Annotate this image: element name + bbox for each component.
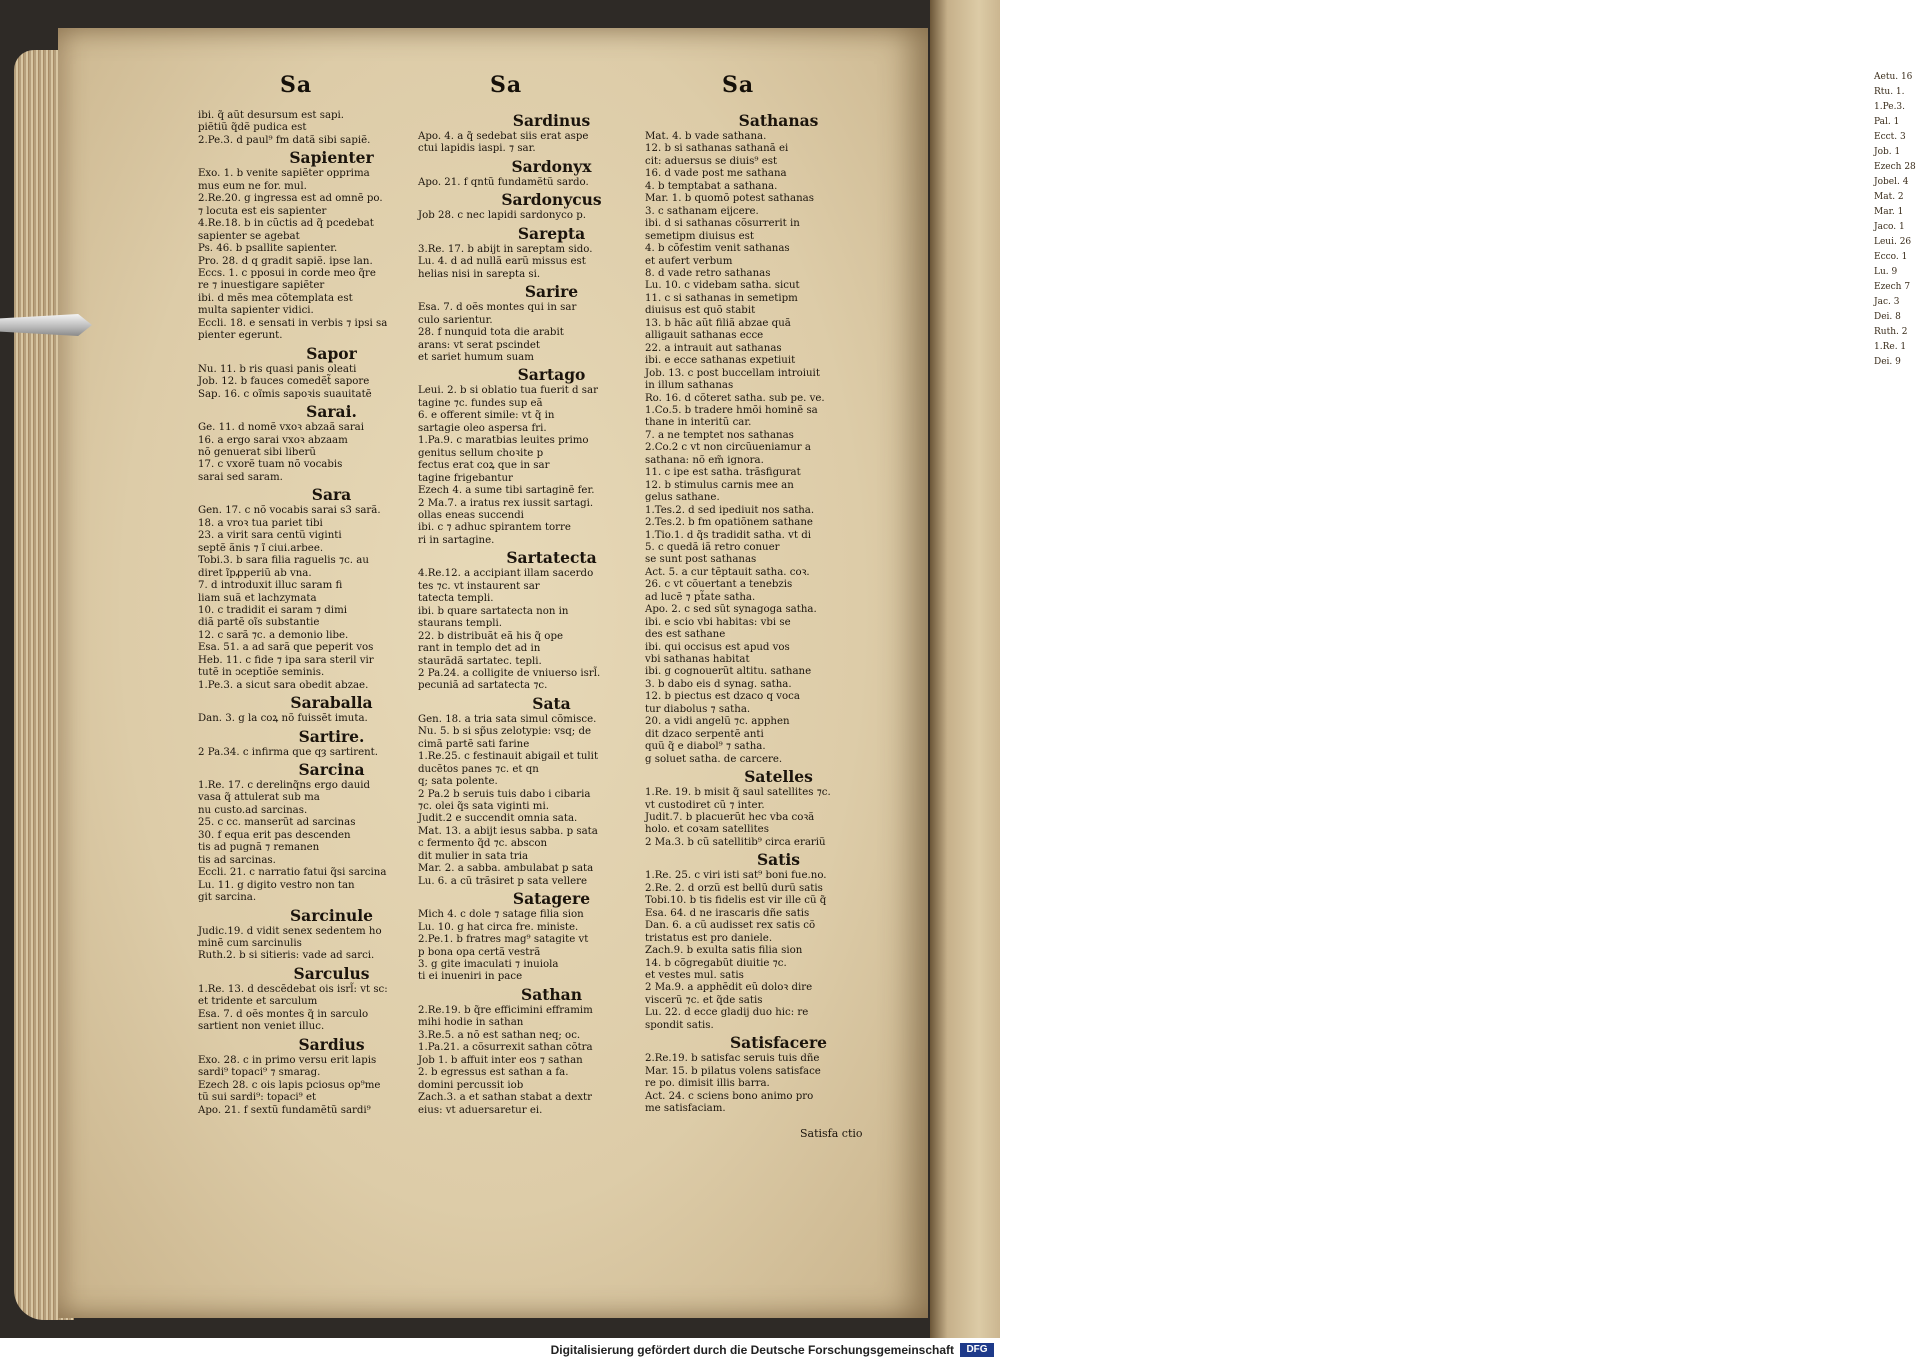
text-line: quũ q̃ e diabol⁹ ⁊ satha. [645, 741, 766, 753]
text-line: alligauit sathanas ecce [645, 330, 764, 342]
text-line: Ge. 11. d nomẽ vxoꝛ abzaã sarai [198, 422, 365, 434]
text-line: 2.Re.19. b satisfac seruis tuis dñe [645, 1053, 820, 1065]
text-line: thane in interitũ car. [645, 417, 752, 429]
text-line: 2.Re. 2. d orzũ est bellũ durũ satis [645, 882, 823, 894]
margin-note: Ruth. 2 [1874, 327, 1908, 337]
margin-note: Dei. 8 [1874, 312, 1901, 322]
text-line: vasa q̃ attulerat sub ma [198, 792, 320, 804]
text-line: 22. b distribuãt eã his q̃ ope [418, 630, 563, 642]
dfg-logo: DFG [960, 1343, 994, 1357]
text-line: 30. f equa erit pas descenden [198, 829, 351, 841]
text-line: tur diabolus ⁊ satha. [645, 703, 751, 715]
margin-note: Mat. 2 [1874, 192, 1904, 202]
entry-heading: Sardius [298, 1034, 365, 1054]
text-line: 2 Pa.2 b seruis tuis dabo i cibaria [418, 788, 591, 800]
text-line: tagine frigebantur [418, 472, 513, 484]
text-line: Heb. 11. c fide ⁊ ipa sara steril vir [198, 654, 374, 666]
text-line: 2.Pe.3. d paul⁹ fm datã sibi sapiẽ. [198, 134, 371, 146]
entry-heading: Sarcina [298, 760, 365, 780]
text-line: Judit.2 e succendit omnia sata. [418, 813, 578, 825]
text-line: Ruth.2. b si sitieris: vade ad sarci. [198, 950, 375, 962]
text-line: Tobi.10. b tis fidelis est vir ille cũ q̃ [645, 895, 827, 907]
text-line: Esa. 7. d oẽs montes qui in sar [418, 302, 577, 314]
entry-heading: Sarepta [517, 223, 586, 243]
text-line: diuisus est quõ stabit [645, 305, 756, 317]
text-line: gelus sathane. [645, 492, 720, 504]
text-line: et aufert verbum [645, 255, 733, 267]
entry-heading: Sathanas [738, 111, 819, 130]
text-line: 13. b hãc aũt filiã abzae quã [645, 317, 791, 329]
text-line: 7. a ne temptet nos sathanas [645, 429, 794, 441]
entry-heading: Sartago [517, 365, 586, 385]
text-line: 2.Co.2 c vt non circũueniamur a [645, 442, 811, 454]
text-line: Dan. 6. a cũ audisset rex satis cõ [645, 920, 816, 932]
text-line: tũ sui sardi⁹: topaci⁹ et [198, 1092, 317, 1104]
margin-note: Rtu. 1. [1874, 87, 1905, 97]
text-line: 1.Tio.1. d q̃s tradidit satha. vt di [645, 529, 811, 541]
text-line: 1.Re.25. c festinauit abigail et tulit [418, 751, 599, 763]
running-head-right: Sa [722, 72, 755, 98]
text-line: c fermento q̃d ⁊c. abscon [418, 838, 548, 850]
text-line: dit mulier in sata tria [418, 850, 529, 862]
text-line: tis ad pugnã ⁊ remanen [198, 842, 320, 854]
text-line: se sunt post sathanas [645, 554, 757, 566]
text-line: Eccli. 18. e sensati in verbis ⁊ ipsi sa [198, 317, 388, 329]
text-line: vbi sathanas habitat [645, 654, 750, 666]
text-line: Exo. 1. b venite sapiẽter opprima [198, 168, 370, 180]
text-line: 2 Ma.9. a apphẽdit eũ doloꝛ dire [645, 982, 813, 994]
text-line: Eccli. 21. c narratio fatui q̃si sarcina [198, 867, 387, 879]
text-line: Zach.3. a et sathan stabat a dextr [418, 1092, 593, 1104]
entry-heading: Sartire. [298, 726, 365, 746]
text-line: g soluet satha. de carcere. [645, 753, 783, 765]
entry-heading: Sarcinule [289, 905, 374, 925]
margin-note: Leui. 26 [1874, 237, 1912, 247]
text-line: 1.Co.5. b tradere hmõi hominẽ sa [645, 404, 818, 416]
text-line: et vestes mul. satis [645, 970, 744, 981]
text-line: tis ad sarcinas. [198, 854, 276, 866]
text-line: 12. b si sathanas sathanã ei [645, 143, 789, 155]
text-line: Mar. 15. b pilatus volens satisface [645, 1065, 821, 1077]
text-line: Job 1. b affuit inter eos ⁊ sathan [418, 1054, 583, 1066]
text-line: git sarcina. [198, 892, 257, 904]
entry-heading: Sara [311, 485, 352, 505]
text-line: 2 Ma.7. a iratus rex iussit sartagi. [418, 497, 594, 509]
text-line: staurans templi. [418, 618, 502, 630]
margin-note: 1.Re. 1 [1874, 342, 1907, 352]
text-line: semetipm diuisus est [645, 230, 754, 242]
text-line: sapienter se agebat [198, 230, 300, 242]
text-line: ri in sartagine. [418, 534, 495, 546]
text-line: Mat. 4. b vade sathana. [645, 131, 767, 142]
text-line: ti ei inueniri in pace [418, 971, 523, 983]
text-line: Lu. 4. d ad nullã earũ missus est [418, 256, 586, 268]
text-line: 18. a vroꝛ tua pariet tibi [198, 517, 323, 529]
text-column-2 [418, 110, 633, 1117]
text-line: 14. b cõgregabũt diuitie ⁊c. [645, 957, 787, 969]
text-line: genitus sellum choꝛite p [418, 447, 544, 459]
text-line: 3. c sathanam eijcere. [645, 205, 759, 217]
entry-heading: Sardinus [512, 111, 591, 130]
text-line: sartagie oleo aspersa fri. [418, 422, 547, 434]
text-line: sarai sed saram. [198, 471, 283, 483]
text-line: Nu. 11. b ris quasi panis oleati [198, 363, 357, 375]
margin-note: Mar. 1 [1874, 207, 1904, 217]
text-line: ad lucẽ ⁊ pt̃ate satha. [645, 591, 756, 603]
text-line: 7. d introduxit illuc saram fi [198, 580, 343, 592]
text-line: ibi. d mẽs mea cõtemplata est [198, 292, 353, 304]
text-line: Lu. 22. d ecce gladij duo hic: re [645, 1007, 809, 1019]
text-line: holo. et coꝛam satellites [645, 824, 769, 836]
text-line: 2.Pe.1. b fratres mag⁹ satagite vt [418, 934, 589, 946]
text-line: arans: vt serat pscindet [418, 339, 541, 351]
footer-bar [0, 1338, 1000, 1363]
text-line: 5. c quedã iã retro conuer [645, 541, 780, 553]
text-line: eius: vt aduersaretur ei. [418, 1104, 543, 1116]
text-line: 1.Pa.21. a cõsurrexit sathan cõtra [418, 1042, 593, 1054]
margin-note: Ecco. 1 [1874, 252, 1908, 262]
text-line: 1.Re. 25. c viri isti sat⁹ boni fue.no. [645, 870, 827, 882]
text-line: 16. a ergo sarai vxoꝛ abzaam [198, 434, 348, 446]
text-line: sathana: nõ em̃ ignora. [645, 454, 764, 466]
text-line: 22. a intrauit aut sathanas [645, 342, 782, 354]
text-line: Exo. 28. c in primo versu erit lapis [198, 1054, 377, 1066]
text-line: ollas eneas succendi [418, 509, 524, 521]
text-line: q; sata polente. [418, 776, 498, 788]
text-line: diã partẽ oĩs substantie [198, 617, 320, 629]
margin-note: Jaco. 1 [1874, 222, 1905, 232]
text-line: Apo. 2. c sed sũt synagoga satha. [645, 604, 817, 616]
text-line: Job. 12. b fauces comedẽt̃ sapore [198, 376, 370, 388]
text-line: Dan. 3. g la coꝝ nõ fuissẽt imuta. [198, 713, 368, 725]
text-line: 1.Tes.2. d sed ipediuit nos satha. [645, 504, 815, 516]
text-line: liam suã et lachzymata [198, 592, 317, 604]
text-line: me satisfaciam. [645, 1103, 726, 1115]
entry-heading: Sata [532, 693, 571, 713]
text-line: tatecta templi. [418, 593, 494, 605]
text-line: 4. b cõfestim venit sathanas [645, 243, 790, 255]
text-line: 16. d vade post me sathana [645, 168, 787, 180]
margin-note: Ezech 7 [1874, 282, 1911, 292]
margin-note: Aetu. 16 [1874, 72, 1913, 82]
text-line: nu custo.ad sarcinas. [198, 804, 308, 816]
entry-heading: Sartatecta [506, 548, 597, 568]
text-line: ibi. b quare sartatecta non in [418, 605, 569, 617]
text-line: Lu. 10. g hat circa fre. ministe. [418, 921, 579, 933]
text-line: tes ⁊c. vt instaurent sar [418, 580, 540, 592]
text-line: Lu. 10. c videbam satha. sicut [645, 280, 800, 292]
text-line: vt custodiret cũ ⁊ inter. [645, 799, 765, 811]
text-line: ducẽtos panes ⁊c. et qn [418, 763, 539, 775]
text-line: 11. c si sathanas in semetipm [645, 292, 798, 304]
entry-heading: Sarculus [293, 963, 370, 983]
funding-credit: Digitalisierung gefördert durch die Deutsche Forschungsgemeinschaft [550, 1343, 954, 1357]
text-line: ibi. qui occisus est apud vos [645, 641, 790, 653]
text-line: 11. c ipe est satha. trãsfigurat [645, 467, 801, 479]
text-line: Act. 24. c sciens bono animo pro [645, 1090, 814, 1102]
text-line: fectus erat coꝝ que in sar [418, 460, 550, 472]
text-line: ibi. c ⁊ adhuc spirantem torre [418, 522, 571, 534]
text-line: 2 Pa.24. a colligite de vniuerso isrl̃. [418, 667, 601, 679]
text-line: Mat. 13. a abijt iesus sabba. p sata [418, 825, 598, 837]
text-line: rant in templo det ad in [418, 643, 541, 655]
text-line: Ro. 16. d cõteret satha. sub pe. ve. [645, 392, 825, 404]
text-line: 1.Pe.3. a sicut sara obedit abzae. [198, 679, 369, 691]
text-line: Job. 13. c post buccellam introiuit [645, 367, 820, 379]
text-line: des est sathane [645, 629, 726, 641]
text-column-3 [645, 110, 860, 1116]
margin-note: Jac. 3 [1874, 297, 1900, 307]
text-line: Esa. 64. d ne irascaris dñe satis [645, 907, 810, 919]
text-line: nõ genuerat sibi liberũ [198, 446, 316, 458]
text-line: tristatus est pro daniele. [645, 932, 773, 944]
running-head-left: Sa [280, 72, 313, 98]
text-line: 28. f nunquid tota die arabit [418, 327, 564, 339]
text-line: 2.Re.20. g ingressa est ad omnẽ po. [198, 193, 383, 205]
text-line: sartient non veniet illuc. [198, 1021, 325, 1033]
text-line: 1.Pa.9. c maratbias leuites primo [418, 435, 589, 447]
text-line: 2 Ma.3. b cũ satellitib⁹ circa erariũ [645, 836, 826, 848]
text-line: spondit satis. [645, 1019, 714, 1031]
text-line: 3.Re. 17. b abijt in sareptam sido. [418, 243, 593, 255]
text-line: Job 28. c nec lapidi sardonyco p. [418, 210, 587, 222]
text-line: 23. a virit sara centũ viginti [198, 530, 342, 542]
entry-heading: Sardonycus [501, 190, 602, 210]
margin-note: Ecct. 3 [1874, 132, 1906, 142]
entry-heading: Satelles [744, 767, 813, 787]
entry-heading: Sardonyx [511, 156, 592, 176]
text-line: et tridente et sarculum [198, 996, 318, 1008]
margin-note: 1.Pe.3. [1874, 102, 1906, 112]
text-line: 4.Re.12. a accipiant illam sacerdo [418, 568, 594, 580]
text-line: et sariet humum suam [418, 351, 534, 363]
text-line: Apo. 4. a q̃ sedebat siis erat aspe [418, 131, 589, 142]
margin-note: Job. 1 [1874, 147, 1901, 157]
text-line: Nu. 5. b si sp̃us zelotypie: vsq; de [418, 726, 592, 738]
margin-note: Lu. 9 [1874, 267, 1898, 277]
text-line: ibi. d si sathanas cõsurrerit in [645, 218, 800, 230]
text-line: Mar. 2. a sabba. ambulabat p sata [418, 863, 594, 875]
text-line: Act. 5. a cur tẽptauit satha. coꝛ. [645, 566, 810, 578]
margin-note: Dei. 9 [1874, 357, 1901, 367]
text-line: minẽ cum sarcinulis [198, 938, 302, 950]
text-line: pecuniã ad sartatecta ⁊c. [418, 680, 548, 692]
text-line: 2. b egressus est sathan a fa. [418, 1067, 569, 1079]
text-line: Esa. 7. d oẽs montes q̃ in sarculo [198, 1008, 369, 1020]
text-line: 6. e offerent simile: vt q̃ in [418, 410, 555, 422]
margin-notes [1874, 70, 1930, 370]
text-line: Pro. 28. d q gradit sapiẽ. ipse lan. [198, 255, 373, 267]
entry-heading: Satis [756, 850, 800, 870]
text-line: diret ĩpꝓperiũ ab vna. [198, 567, 312, 579]
text-line: 2.Tes.2. b fm opatiõnem sathane [645, 517, 813, 529]
text-line: Zach.9. b exulta satis filia sion [645, 945, 803, 957]
text-line: piẽtiũ q̃dẽ pudica est [198, 122, 307, 134]
text-line: 1.Re. 19. b misit q̃ saul satellites ⁊c. [645, 787, 831, 799]
text-line: ibi. g cognouerũt altitu. sathane [645, 666, 812, 678]
text-line: ⁊c. olei q̃s sata viginti mi. [418, 801, 549, 813]
entry-heading: Sathan [521, 984, 582, 1004]
text-line: Mich 4. c dole ⁊ satage filia sion [418, 909, 584, 921]
text-line: 12. b stimulus carnis mee an [645, 479, 794, 491]
text-line: Gen. 18. a tria sata simul cõmisce. [418, 713, 597, 725]
text-line: Lu. 11. g digito vestro non tan [198, 879, 355, 891]
text-line: 1.Re. 17. c derelinq̃ns ergo dauid [198, 780, 371, 792]
entry-heading: Satagere [512, 889, 591, 909]
text-line: Lu. 6. a cũ trãsiret p sata vellere [418, 875, 588, 887]
catchword: Satisfa ctio [800, 1127, 863, 1140]
text-line: Mar. 1. b quomõ potest sathanas [645, 193, 814, 205]
entry-heading: Sarai. [306, 402, 357, 422]
entry-heading: Satisfacere [729, 1033, 828, 1053]
text-line: 20. a vidi angelũ ⁊c. apphen [645, 716, 790, 728]
running-head-center: Sa [490, 72, 523, 98]
text-line: culo sarientur. [418, 314, 493, 326]
text-line: 4. b temptabat a sathana. [645, 180, 778, 192]
text-line: re ⁊ inuestigare sapiẽter [198, 280, 325, 292]
text-line: multa sapienter vidici. [198, 305, 314, 317]
text-line: staurãdã sartatec. tepli. [418, 655, 542, 667]
text-line: 4.Re.18. b in cũctis ad q̃ pcedebat [198, 218, 374, 230]
entry-heading: Sarire [524, 282, 579, 302]
text-line: Tobi.3. b sara filia raguelis ⁊c. au [198, 555, 369, 567]
text-line: p bona opa certã vestrã [418, 946, 541, 958]
text-line: cit: aduersus se diuis⁹ est [645, 155, 778, 167]
text-line: 12. c sarã ⁊c. a demonio libe. [198, 629, 349, 641]
text-line: pienter egerunt. [198, 330, 283, 342]
text-line: 25. c cc. manserũt ad sarcinas [198, 817, 356, 829]
text-line: ibi. e scio vbi habitas: vbi se [645, 616, 791, 628]
text-line: ctui lapidis iaspi. ⁊ sar. [418, 143, 536, 155]
facing-page-edge [930, 0, 1916, 1338]
text-line: domini percussit iob [418, 1079, 524, 1091]
text-line: re po. dimisit illis barra. [645, 1078, 770, 1090]
text-line: tagine ⁊c. fundes sup eã [418, 397, 543, 409]
text-line: 12. b piectus est dzaco q voca [645, 691, 800, 703]
entry-heading: Sapor [306, 343, 357, 363]
text-line: Sap. 16. c oĩmis sapoꝛis suauitatẽ [198, 388, 372, 400]
text-line: Apo. 21. f sextũ fundamẽtũ sardi⁹ [198, 1104, 371, 1116]
text-column-1 [198, 110, 413, 1117]
margin-note: Ezech 28 [1874, 162, 1916, 172]
text-line: Judit.7. b placuerũt hec vba coꝛã [645, 812, 815, 824]
text-line: sardi⁹ topaci⁹ ⁊ smarag. [198, 1067, 321, 1079]
text-line: septẽ ãnis ⁊ ĩ ciui.arbee. [198, 542, 324, 554]
text-line: Eccs. 1. c pposui in corde meo q̃re [198, 267, 376, 279]
text-line: 2.Re.19. b q̃re efficimini efframim [418, 1004, 593, 1016]
text-line: in illum sathanas [645, 380, 734, 392]
text-line: 17. c vxorẽ tuam nõ vocabis [198, 459, 343, 471]
text-line: cimã partẽ sati farine [418, 738, 530, 750]
text-line: mihi hodie in sathan [418, 1017, 524, 1029]
text-line: 10. c tradidit ei saram ⁊ dimi [198, 604, 347, 616]
text-line: 8. d vade retro sathanas [645, 267, 771, 279]
text-line: Ps. 46. b psallite sapienter. [198, 243, 338, 255]
text-line: tutẽ in ↄceptiõe seminis. [198, 667, 325, 679]
text-line: Ezech 28. c ois lapis pciosus op⁹me [198, 1079, 381, 1091]
margin-note: Pal. 1 [1874, 117, 1900, 127]
text-line: 26. c vt cõuertant a tenebzis [645, 579, 793, 591]
text-line: ibi. q̃ aũt desursum est sapi. [198, 110, 345, 121]
text-line: 3. g gite imaculati ⁊ inuiola [418, 959, 559, 971]
text-line: Gen. 17. c nõ vocabis sarai s3 sarã. [198, 505, 381, 517]
text-line: ibi. e ecce sathanas expetiuit [645, 355, 796, 367]
text-line: helias nisi in sarepta si. [418, 268, 541, 280]
text-line: Ezech 4. a sume tibi sartaginẽ fer. [418, 485, 595, 497]
text-line: Judic.19. d vidit senex sedentem ho [198, 925, 382, 937]
text-line: mus eum ne for. mul. [198, 180, 307, 192]
text-line: viscerũ ⁊c. et q̃de satis [645, 994, 763, 1006]
text-line: dit dzaco serpentẽ anti [645, 728, 764, 740]
entry-heading: Sapienter [289, 148, 374, 168]
entry-heading: Saraballa [290, 693, 373, 713]
text-line: ⁊ locuta est eis sapienter [198, 205, 327, 217]
text-line: 3. b dabo eis d synag. satha. [645, 678, 792, 690]
text-line: Leui. 2. b si oblatio tua fuerit d sar [418, 385, 598, 397]
text-line: Esa. 51. a ad sarã que peperit vos [198, 642, 374, 654]
text-line: 2 Pa.34. c infirma que qȝ sartirent. [198, 746, 379, 758]
margin-note: Jobel. 4 [1874, 177, 1909, 187]
text-line: Apo. 21. f qntũ fundamẽtũ sardo. [418, 176, 589, 188]
text-line: 1.Re. 13. d descẽdebat ois isrl̃: vt sc: [198, 983, 388, 995]
text-line: 3.Re.5. a nõ est sathan neq; oc. [418, 1029, 581, 1041]
